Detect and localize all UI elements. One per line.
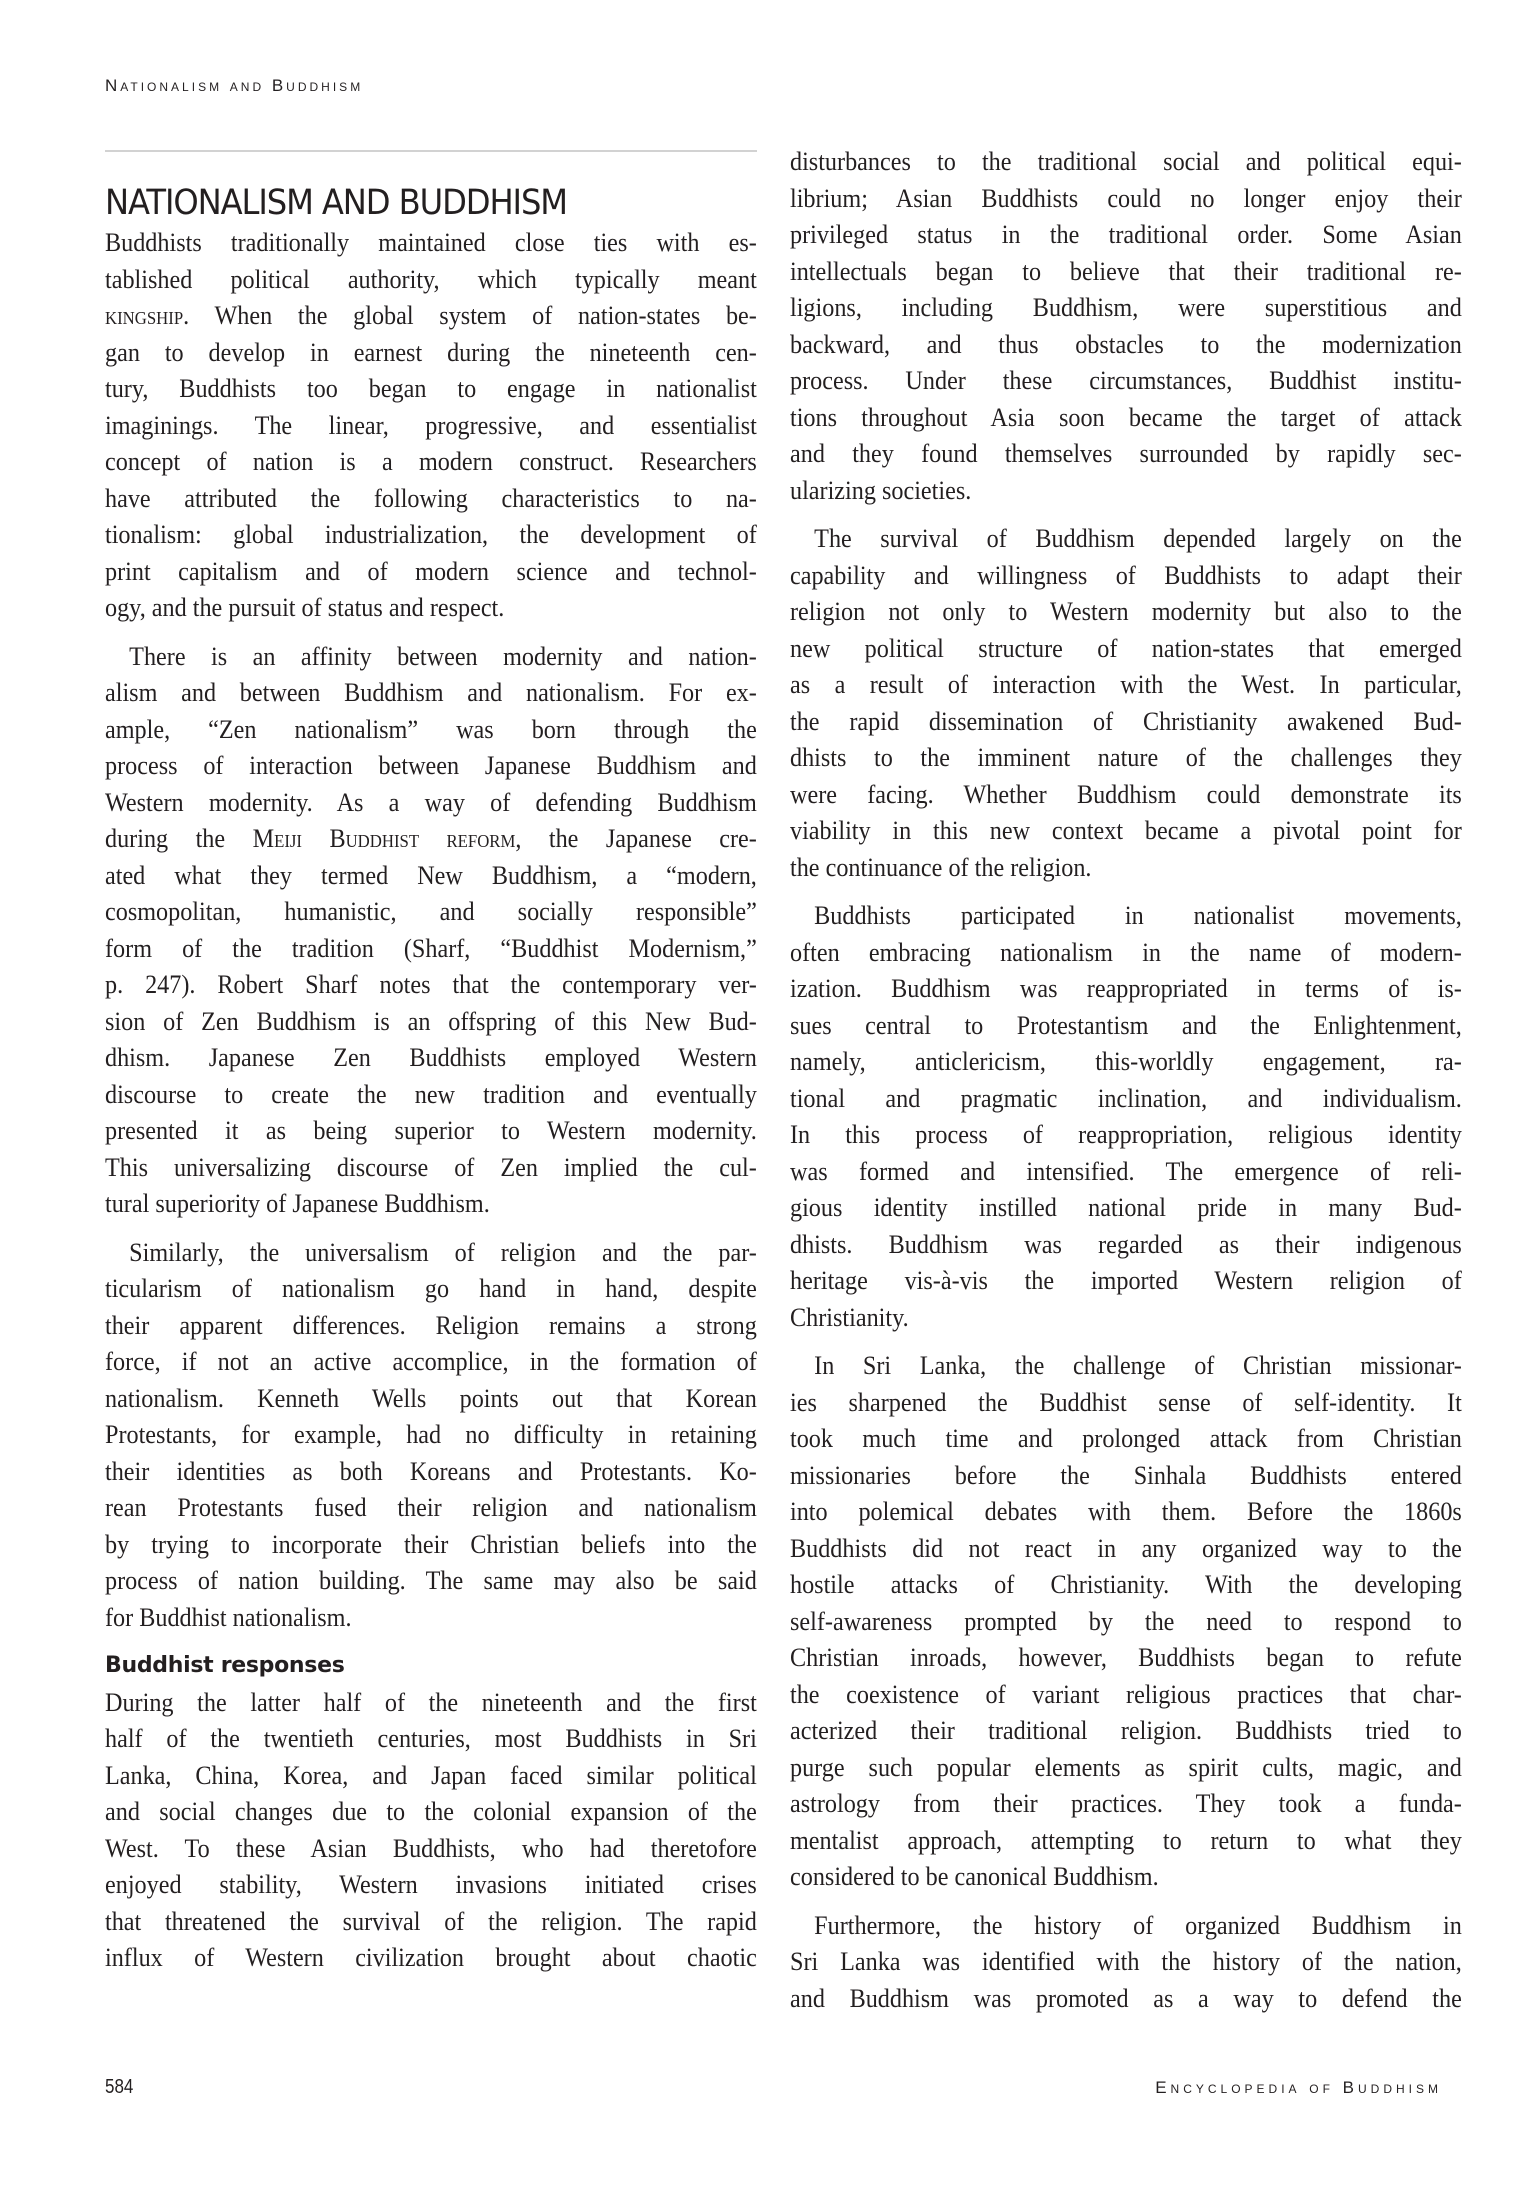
text-line: gious identity instilled national pride in many Bud- (790, 1193, 1462, 1222)
text-line: Sri Lanka was identified with the history of the nation, (790, 1947, 1462, 1976)
text-line: tionalism: global industrialization, the development of (105, 520, 757, 549)
title-divider (105, 150, 757, 152)
text-line: dhists to the imminent nature of the challenges they (790, 743, 1462, 772)
paragraph (790, 521, 1462, 886)
text-line: ample, “Zen nationalism” was born through the (105, 714, 757, 744)
text-line: ticularism of nationalism go hand in hand, despite (105, 1274, 757, 1303)
text-line: new political structure of nation-states that emerged (790, 633, 1462, 663)
text-line: Buddhists did not react in any organized way to the (790, 1533, 1462, 1563)
publication-title: Encyclopedia of Buddhism (1155, 2078, 1442, 2097)
text-line: Similarly, the universalism of religion and the par- (129, 1237, 757, 1267)
text-line: tablished political authority, which typically meant (105, 264, 757, 294)
text-line: ularizing societies. (790, 475, 972, 505)
text-line: namely, anticlericism, this-worldly engagement, ra- (790, 1047, 1462, 1076)
text-line: dhists. Buddhism was regarded as their indigenous (790, 1229, 1462, 1259)
text-line: capability and willingness of Buddhists to adapt their (790, 560, 1462, 590)
text-line: mentalist approach, attempting to return to what they (790, 1825, 1462, 1855)
text-fragment: . When the global system of nation-states be- (183, 301, 757, 330)
text-line: dhism. Japanese Zen Buddhists employed Western (105, 1043, 757, 1072)
text-line: considered to be canonical Buddhism. (790, 1862, 1159, 1891)
page-number: 584 (105, 2076, 134, 2098)
text-line: Furthermore, the history of organized Buddhism in (814, 1910, 1462, 1940)
text-line: sues central to Protestantism and the Enlightenment, (790, 1010, 1462, 1040)
text-line: imaginings. The linear, progressive, and essentialist (105, 410, 757, 440)
text-line: hostile attacks of Christianity. With the developing (790, 1570, 1462, 1599)
running-head: Nationalism and Buddhism (105, 76, 364, 95)
text-line: alism and between Buddhism and nationalism. For ex- (105, 678, 757, 707)
text-line: In this process of reappropriation, religious identity (790, 1120, 1462, 1149)
text-line: astrology from their practices. They took a funda- (790, 1789, 1462, 1818)
text-line: Buddhists traditionally maintained close ties with es- (105, 228, 757, 257)
text-line: influx of Western civilization brought about chaotic (105, 1943, 757, 1972)
text-line: Lanka, China, Korea, and Japan faced similar political (105, 1760, 757, 1790)
text-line: ogy, and the pursuit of status and respect. (105, 593, 505, 622)
text-line: privileged status in the traditional order. Some Asian (790, 220, 1462, 249)
text-line: their identities as both Koreans and Protestants. Ko- (105, 1456, 757, 1486)
text-line: ization. Buddhism was reappropriated in terms of is- (790, 974, 1462, 1003)
text-line: The survival of Buddhism depended largely on the (814, 524, 1462, 553)
text-line: acterized their traditional religion. Buddhists tried to (790, 1716, 1462, 1745)
text-line: into polemical debates with them. Before the 1860s (790, 1497, 1462, 1526)
text-line: tury, Buddhists too began to engage in nationalist (105, 374, 757, 403)
text-line: tional and pragmatic inclination, and individualism. (790, 1083, 1462, 1113)
right-column (790, 144, 1462, 2029)
text-line: There is an affinity between modernity and nation- (129, 641, 757, 671)
text-line: were facing. Whether Buddhism could demonstrate its (790, 779, 1462, 809)
text-line: Western modernity. As a way of defending Buddhism (105, 787, 757, 817)
paragraph (105, 1235, 757, 1637)
cross-reference-link[interactable]: kingship (105, 301, 184, 330)
paragraph (790, 1908, 1462, 2018)
text-line: enjoyed stability, Western invasions initiated crises (105, 1870, 757, 1899)
text-line: cosmopolitan, humanistic, and socially responsible” (105, 897, 757, 926)
text-line: process of nation building. The same may also be said (105, 1566, 757, 1595)
text-line: This universalizing discourse of Zen implied the cul- (105, 1152, 757, 1182)
text-line: as a result of interaction with the West. In particular, (790, 670, 1462, 699)
text-line: process of interaction between Japanese Buddhism and (105, 751, 757, 780)
text-line: tural superiority of Japanese Buddhism. (105, 1189, 490, 1218)
text-line: their apparent differences. Religion remains a strong (105, 1310, 757, 1340)
text-line: ated what they termed New Buddhism, a “modern, (105, 860, 757, 890)
text-line: presented it as being superior to Western modernity. (105, 1116, 757, 1145)
text-line: intellectuals began to believe that their traditional re- (790, 256, 1462, 286)
text-line: tions throughout Asia soon became the target of attack (790, 402, 1462, 432)
text-line: force, if not an active accomplice, in the formation of (105, 1347, 757, 1376)
text-line: self-awareness prompted by the need to respond to (790, 1606, 1462, 1636)
text-line: often embracing nationalism in the name of modern- (790, 937, 1462, 967)
text-line: form of the tradition (Sharf, “Buddhist Modernism,” (105, 933, 757, 963)
text-line: that threatened the survival of the religion. The rapid (105, 1906, 757, 1936)
text-line: religion not only to Western modernity but also to the (790, 597, 1462, 626)
text-line: West. To these Asian Buddhists, who had theretofore (105, 1833, 757, 1863)
paragraph (790, 1348, 1462, 1896)
text-line: gan to develop in earnest during the nineteenth cen- (105, 337, 757, 367)
text-line: ies sharpened the Buddhist sense of self-identity. It (790, 1387, 1462, 1417)
left-column (105, 225, 757, 1989)
text-line: heritage vis-à-vis the imported Western religion of (790, 1266, 1462, 1295)
text-line: took much time and prolonged attack from Christian (790, 1424, 1462, 1453)
text-line: have attributed the following characteristics to na- (105, 483, 757, 513)
text-line: nationalism. Kenneth Wells points out that Korean (105, 1383, 757, 1413)
text-fragment: during the (105, 824, 253, 853)
text-line: and they found themselves surrounded by rapidly sec- (790, 439, 1462, 468)
text-line: Buddhists participated in nationalist movements, (814, 901, 1462, 930)
text-line: concept of nation is a modern construct. Researchers (105, 447, 757, 476)
text-line: for Buddhist nationalism. (105, 1602, 352, 1632)
text-line: the continuance of the religion. (790, 852, 1092, 882)
text-line: librium; Asian Buddhists could no longer enjoy their (790, 183, 1462, 213)
paragraph (105, 1685, 757, 1977)
cross-reference-link[interactable]: Meiji Buddhist reform (252, 824, 516, 853)
text-line: Christianity. (790, 1302, 909, 1332)
text-line: the rapid dissemination of Christianity awakened Bud- (790, 706, 1462, 736)
text-line (105, 298, 757, 335)
text-line: disturbances to the traditional social and political equi- (790, 147, 1462, 176)
text-line: and Buddhism was promoted as a way to defend the (790, 1983, 1462, 2013)
text-line: discourse to create the new tradition and eventually (105, 1079, 757, 1109)
text-line: backward, and thus obstacles to the modernization (790, 329, 1462, 359)
text-line: p. 247). Robert Sharf notes that the contemporary ver- (105, 970, 757, 999)
text-line: print capitalism and of modern science and technol- (105, 556, 757, 586)
text-line: rean Protestants fused their religion and nationalism (105, 1493, 757, 1522)
paragraph (105, 639, 757, 1223)
text-line: Protestants, for example, had no difficulty in retaining (105, 1420, 757, 1449)
paragraph (790, 898, 1462, 1336)
paragraph (790, 144, 1462, 509)
text-line: missionaries before the Sinhala Buddhists entered (790, 1460, 1462, 1490)
text-line: purge such popular elements as spirit cults, magic, and (790, 1752, 1462, 1782)
text-line: and social changes due to the colonial expansion of the (105, 1797, 757, 1826)
text-line: ligions, including Buddhism, were superstitious and (790, 293, 1462, 322)
text-line (105, 821, 757, 858)
text-line: half of the twentieth centuries, most Buddhists in Sri (105, 1724, 757, 1753)
text-line: was formed and intensified. The emergence of reli- (790, 1156, 1462, 1186)
article-title: NATIONALISM AND BUDDHISM (105, 183, 567, 224)
text-line: During the latter half of the nineteenth and the first (105, 1687, 757, 1717)
text-line: Christian inroads, however, Buddhists began to refute (790, 1643, 1462, 1672)
paragraph (105, 225, 757, 627)
text-line: the coexistence of variant religious practices that char- (790, 1679, 1462, 1709)
text-line: process. Under these circumstances, Buddhist institu- (790, 366, 1462, 395)
text-line: sion of Zen Buddhism is an offspring of this New Bud- (105, 1006, 757, 1036)
section-heading: Buddhist responses (105, 1653, 345, 1678)
text-fragment: , the Japanese cre- (515, 824, 757, 853)
text-line: viability in this new context became a pivotal point for (790, 816, 1462, 845)
text-line: by trying to incorporate their Christian beliefs into the (105, 1529, 757, 1559)
text-line: In Sri Lanka, the challenge of Christian missionar- (814, 1351, 1462, 1380)
